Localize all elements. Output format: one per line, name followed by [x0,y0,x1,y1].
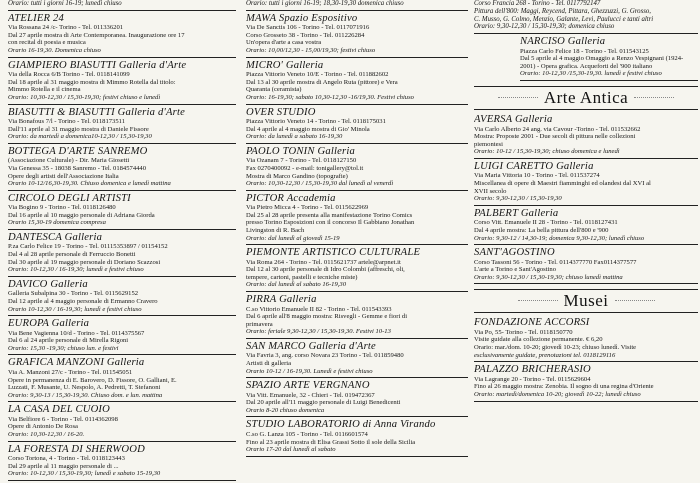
listing-line: Orario: 9,30-12,30 / 15,30-19,30; chiuso lunedì mattina [474,273,623,281]
separator-rule [8,354,236,355]
listing-line: Dal 4 aprile al 4 maggio mostra di Gio' Minola [246,125,370,133]
listing-line: Orario: da lunedì a sabato 16-19,30 [246,133,343,141]
listing-name: PAOLO TONIN Galleria [246,145,355,157]
listing-name: PALBERT Galleria [474,207,559,219]
listing-name: PALAZZO BRICHERASIO [474,364,591,376]
listing-entry [474,317,698,362]
separator-rule [246,190,468,191]
separator-rule [246,416,468,417]
section-heading [474,86,698,110]
listing-entry [8,357,236,402]
listing-line: Dal 12 al 30 aprile personale di Idro Colombi (affreschi, oli, [246,266,405,274]
listing-line: Orario: dal lunedì al giovedì 15-19 [246,234,340,242]
listing-entry [474,208,698,245]
listing-line: Via Bene Vagienna 10/d - Torino - Tel. 0114375567 [8,329,145,337]
separator-rule [474,283,698,284]
listing-line: Piazza Vittorio Veneto 14 - Torino - Tel. 0118175031 [246,118,386,126]
listing-line: Orario 15,30-19 domenica compresa [8,219,106,227]
listing-line: Orario: 16-19,30; sabato 10,30-12,30 -16/19,30. Festivi chiuso [246,93,414,101]
listing-entry [8,107,236,144]
listing-line: Fax 0270400092 - e-mail: tonigallery@tol.it [246,164,364,172]
listing-line: Orario: 10-12,30 / 16-19,30; lunedì e festivi chiuso [8,266,144,274]
listing-entry [246,13,468,58]
listing-line: Corso Tassoni 56 - Torino - Tel. 0114377770 Fax0114377577 [474,258,637,266]
listing-line: Piazza Carlo Felice 18 - Torino - Tel. 011543125 [520,47,649,55]
separator-rule [474,401,698,402]
listing-line: Via Vitt. Emanuele, 32 - Chieri - Tel. 019472367 [246,391,375,399]
listing-name: GRAFICA MANZONI Galleria [8,357,145,369]
listing-name: LA CASA DEL CUOIO [8,404,110,416]
listing-line: Dal 20 aprile all'11 maggio personale di Luigi Benedicenti [246,399,401,407]
listing-line: Dal 29 aprile al 11 maggio personale di ... [8,462,119,470]
separator-rule [8,276,236,277]
separator-rule [474,33,698,34]
listing-entry [474,114,698,159]
separator-rule [246,143,468,144]
section-heading [474,289,698,313]
separator-rule [246,338,468,339]
listing-line: P.za Carlo Felice 19 - Torino - Tel. 01115353897 / 01154152 [8,243,168,251]
cut-off-text: Orario: tutti i giorni 16-19; 18,30-19,30 domenica chiuso [246,0,404,7]
listing-line: Galleria Subalpina 30 - Torino - Tel. 0115629152 [8,290,139,298]
listing-line: piemontesi [474,140,503,148]
listing-line: Via Maria Vittoria 10 - Torino - Tel. 011537274 [474,172,600,180]
separator-rule [8,401,236,402]
listing-name: DAVICO Galleria [8,278,88,290]
column-left [8,0,236,483]
listing-line: C.so Vittorio Emanuele II 82 - Torino - Tel. 011543393 [246,305,392,313]
listing-line: Orario 10-12/16,30-19,30. Chiuso domenica e lunedì mattina [8,180,171,188]
separator-rule [8,57,236,58]
listing-line: Dal 16 aprile al 10 maggio personale di Adriana Giorda [8,211,155,219]
listing-line: Visite guidate alla collezione permanente. € 6,20 [474,336,603,344]
listing-line: Orario 17-20 dal lunedì al sabato [246,446,336,454]
separator-rule [8,10,236,11]
listing-name: EUROPA Galleria [8,318,90,330]
section-title: Musei [558,290,615,312]
listing-line: Orario 8-20 chiuso domenica [246,406,325,414]
listing-line: Orario 10-12,30 / 16-19,30; lunedì e festivi chiuso [8,305,142,313]
listing-line: Via Ozanam 7 - Torino - Tel. 0118127150 [246,157,357,165]
cut-off-text: Corso Francia 268 - Torino - Tel. 0117792147 [474,0,601,7]
listing-line: Orario: da martedì a domenica10-12,30 / 15,30-19,30 [8,133,152,141]
listing-line: Via Bogino 9 - Torino - Tel. 0118126480 [8,204,116,212]
column-right [474,0,698,483]
separator-rule [474,205,698,206]
listing-line: Dal 6 aprile all'8 maggio mostra: Risvegli - Gemme e fiori di [246,313,408,321]
listing-line: Mostra: Proposte 2001 - Due secoli di pittura nelle collezioni [474,133,636,141]
separator-rule [8,143,236,144]
listing-name: LA FORESTA DI SHERWOOD [8,443,145,455]
listing-line: Dal 25 al 28 aprile presenta alla manifestazione Torino Comics [246,211,413,219]
separator-rule [474,244,698,245]
separator-rule [246,456,468,457]
listing-line: Dal 30 aprile al 19 maggio personale di Doriano Scazzosi [8,258,161,266]
listing-line: Dal 4 aprile mostra: La bella pittura dell'800 e '900 [474,226,609,234]
cut-off-text: Pittura dell'800: Maggi, Reycend, Pittara, Ghezzuzzi, G. Grosso, [474,7,651,15]
listing-line: Via Lagrange 20 - Torino - Tel. 0115629604 [474,375,591,383]
listing-entry [474,161,698,206]
listing-entry [8,318,236,355]
listing-line: Via della Rocca 6/B Torino - Tel. 0118141099 [8,71,130,79]
listing-line: Dal 27 aprile mostra di Arte Contemporanea. Inaugurazione ore 17 [8,31,185,39]
listing-name: GIAMPIERO BIASUTTI Galleria d'Arte [8,59,187,71]
listing-line: Via Bonafous 7/l - Torino - Tel. 0118173511 [8,118,125,126]
listing-line: con recital di poesia e musica [8,39,86,47]
listing-line: Orario: 10-12 / 15,30-19,30; chiuso domenica e lunedì [474,148,620,156]
listing-name: BOTTEGA D'ARTE SANREMO [8,145,148,157]
listing-line: C.so G. Lanza 105 - Torino - Tel. 0116601574 [246,430,368,438]
column-middle [246,0,468,483]
listing-line: XVII secolo [474,187,507,195]
listing-line: Orario: feriale 9,30-12,30 / 15,30-19,30. Festivi 10-13 [246,328,391,336]
listing-line: Mimmo Rotella e il cinema [8,86,81,94]
cut-off-text: Orario: tutti i giorni 16-19; lunedì chiuso [8,0,122,7]
separator-rule [8,315,236,316]
listing-name: LUIGI CARETTO Galleria [474,160,594,172]
listing-line: Via Belfiore 6 - Torino - Tel. 0114362098 [8,415,118,423]
listing-line: Dal 13 al 30 aprile mostra di Angelo Ruta (pittore) e Vera [246,78,398,86]
separator-rule [246,244,468,245]
section-title: Arte Antica [538,87,634,109]
listing-line: esclusivamente guidate, prenotazioni tel. 0118129116 [474,351,616,359]
listing-entry [246,294,468,339]
listing-line: Orario: 9,30-12,30 / 15,30-19,30 [474,195,562,203]
listing-entry [8,232,236,277]
listing-entry [246,193,468,245]
listing-entry [474,364,698,401]
listing-name: DANTESCA Galleria [8,231,103,243]
listing-line: Orario 10-12 / 16-19,30. Lunedì e festivi chiuso [246,367,373,375]
listing-line: Via Po, 55- Torino - Tel. 0118150770 [474,328,573,336]
listing-line: Quaranta (ceramista) [246,86,302,94]
listing-line: Orario: dal lunedì al sabato 16-19,30 [246,281,347,289]
listing-line: (Associazione Culturale) - Dir. Maria Giosetti [8,157,130,165]
listing-line: Orario: 9,30-12 / 14,30-19; domenica 9,30-12,30; lunedì chiuso [474,234,645,242]
listing-name: PIEMONTE ARTISTICO CULTURALE [246,247,421,259]
separator-rule [8,229,236,230]
listing-line: L'arte a Torino e Sant'Agostino [474,266,556,274]
separator-rule [474,361,698,362]
listing-name: AVERSA Galleria [474,114,553,126]
listing-line: Orario: 10,30-12,30 / 15,30-19,30 dal lunedì al venerdì [246,180,394,188]
separator-rule [246,10,468,11]
listing-line: Fino al 23 aprile mostra di Elisa Grassi Sotto il sole della Sicilia [246,438,416,446]
listing-name: SPAZIO ARTE VERGNANO [246,380,370,392]
listing-line: Corso Vitt. Emanuele II 28 - Torino - Tel. 0118127431 [474,219,618,227]
listing-entry [246,60,468,105]
listing-name: BIASUTTI & BIASUTTI Galleria d'Arte [8,106,185,118]
listing-line: Dal 18 aprile al 31 maggio mostra di Mimmo Rotella dal titolo: [8,78,176,86]
listing-entry [246,380,468,417]
listing-entry [8,13,236,58]
listing-line: Orario: 10,30-12,30 / 15,30-19,30; festivi chiuso e lunedì [8,93,161,101]
listing-line: Via De Sanctis 106 - Torino - Tel. 0117071916 [246,24,370,32]
listing-name: FONDAZIONE ACCORSI [474,317,590,329]
listing-name: PIRRA Galleria [246,294,317,306]
listing-line: Orario: 10-12,30 /15,30-19,30. lunedì e festivi chiuso [520,70,662,78]
listing-line: Dal 6 al 24 aprile personale di Mirella Rigoni [8,337,129,345]
separator-rule [8,190,236,191]
listing-line: Miscellanea di opere di Maestri fiamminghi ed olandesi dal XVI al [474,180,651,188]
listing-name: OVER STUDIO [246,106,316,118]
listing-line: Via Genessa 35 - 18038 Sanremo - Tel. 0184574440 [8,164,147,172]
listing-entry [8,193,236,230]
separator-rule [246,57,468,58]
separator-rule [8,104,236,105]
listing-line: Via Roma 264 - Torino - Tel. 0115621737 artele@arpnet.it [246,258,401,266]
listing-line: Via Carlo Alberto 24 ang. via Cavour -Torino - Tel. 011532662 [474,125,641,133]
listing-name: SAN MARCO Galleria d'Arte [246,340,376,352]
listing-line: Dal 4 al 28 aprile personale di Ferruccio Bonetti [8,251,136,259]
separator-rule [520,80,698,81]
listing-line: Artisti di galleria [246,360,292,368]
listing-name: STUDIO LABORATORIO di Anna Virando [246,419,436,431]
listing-line: Piazza Vittorio Veneto 10/E - Torino - Tel. 011882602 [246,71,389,79]
listing-line: Orario: 10,30-12,30 / 16-20. [8,430,85,438]
listing-name: MICRO' Galleria [246,59,324,71]
listing-name: SANT'AGOSTINO [474,247,555,259]
listing-line: Orario: 10-12,30 / 15,30-19,30; lunedì e sabato 15-19,30 [8,470,161,478]
listing-line: Opere degli artisti dell'Associazione Italia [8,172,119,180]
listing-line: Orario: mar./dom. 10-20; giovedì 10-23; chiuso lunedì. Visite [474,344,637,352]
listing-line: Orario 16-19,30. Domenica chiuso [8,47,101,55]
listing-line: Opere in permanenza di E. Barovero, D. Fissore, O. Galliani, E. [8,376,177,384]
listing-entry [246,107,468,144]
listing-entry [8,279,236,316]
listing-line: Corso Grosseto 38 - Torino - Tel. 011226284 [246,31,365,39]
separator-rule [246,291,468,292]
listing-line: Via A. Manzoni 27/c - Torino - Tel. 011545051 [8,368,133,376]
separator-rule [8,441,236,442]
listing-line: 2001) - Opera grafica. Acqueforti del '900 italiano [520,62,653,70]
listing-line: Orario: 10,00/12,30 - 15,00/19,30; festivi chiuso [246,47,376,55]
listing-line: primavera [246,320,273,328]
listing-line: Luzzati, F. Musante, U. Nespolo, A. Pedretti, T. Stefanoni [8,384,161,392]
cut-off-text: Orario: 9,30-12,30 / 15,30-19,30; domenica chiuso [474,23,615,31]
separator-rule [8,480,236,481]
listing-entry [246,146,468,191]
listing-entry [246,247,468,292]
listing-line: Via Pietro Micca 4 - Torino - Tel. 0115622969 [246,204,369,212]
separator-rule [246,377,468,378]
separator-rule [474,158,698,159]
listing-line: tempere, cartoni, pastelli e tecniche miste) [246,273,358,281]
listing-line: Fino al 26 maggio mostra: Zenobia. Il sogno di una regina d'Oriente [474,383,654,391]
listing-line: Orario: 15,30 -19,30; chiuso lun. e festivi [8,344,119,352]
listing-line: Corso Tortona, 4 - Torino - Tel. 0118123443 [8,455,125,463]
listing-line: Via Rossana 24 /c- Torino - Tel. 011336201 [8,24,124,32]
listing-line: Dal 5 aprile al 4 maggio Omaggio a Renzo Vespignani (1924- [520,55,684,63]
cut-off-text: C. Musso, G. Colmo, Menzio, Galante, Levi, Paulucci e tanti altri [474,15,654,23]
listing-line: Dal 12 aprile al 4 maggio personale di Ermanno Cravero [8,297,158,305]
listing-name: ATELIER 24 [8,12,65,24]
listing-line: Via Favria 3, ang. corso Novara 23 Torino - Tel. 011859480 [246,352,404,360]
listing-line: Dall'11 aprile al 31 maggio mostra di Daniele Fissore [8,125,149,133]
listing-entry [474,36,698,81]
listing-entry [8,60,236,105]
listing-line: Livingston di R. Bach [246,226,305,234]
listing-name: CIRCOLO DEGLI ARTISTI [8,192,131,204]
listing-entry [8,444,236,481]
listing-line: Orario: 9,30-13 / 15,30-19,30. Chiuso dom. e lun. mattina [8,391,163,399]
listing-entry [246,341,468,378]
listing-line: Un'opera d'arte a casa vostra [246,39,322,47]
listing-entry [8,404,236,441]
listing-line: presso Torino Esposizioni con il concorso Il Gabbiano Jonathan [246,219,415,227]
listing-name: PICTOR Accademia [246,192,336,204]
listing-line: Mostra di Marco Gandino (topografie) [246,172,348,180]
listing-entry [246,419,468,456]
separator-rule [246,104,468,105]
listing-name: NARCISO Galleria [520,36,606,48]
listing-name: MAWA Spazio Espositivo [246,12,358,24]
listing-line: Opere di Antonio De Rosa [8,423,78,431]
listing-line: Orario: martedì/domenica 10-20; giovedì 10-22; lunedì chiuso [474,390,641,398]
listing-entry [8,146,236,191]
listing-entry [474,247,698,284]
